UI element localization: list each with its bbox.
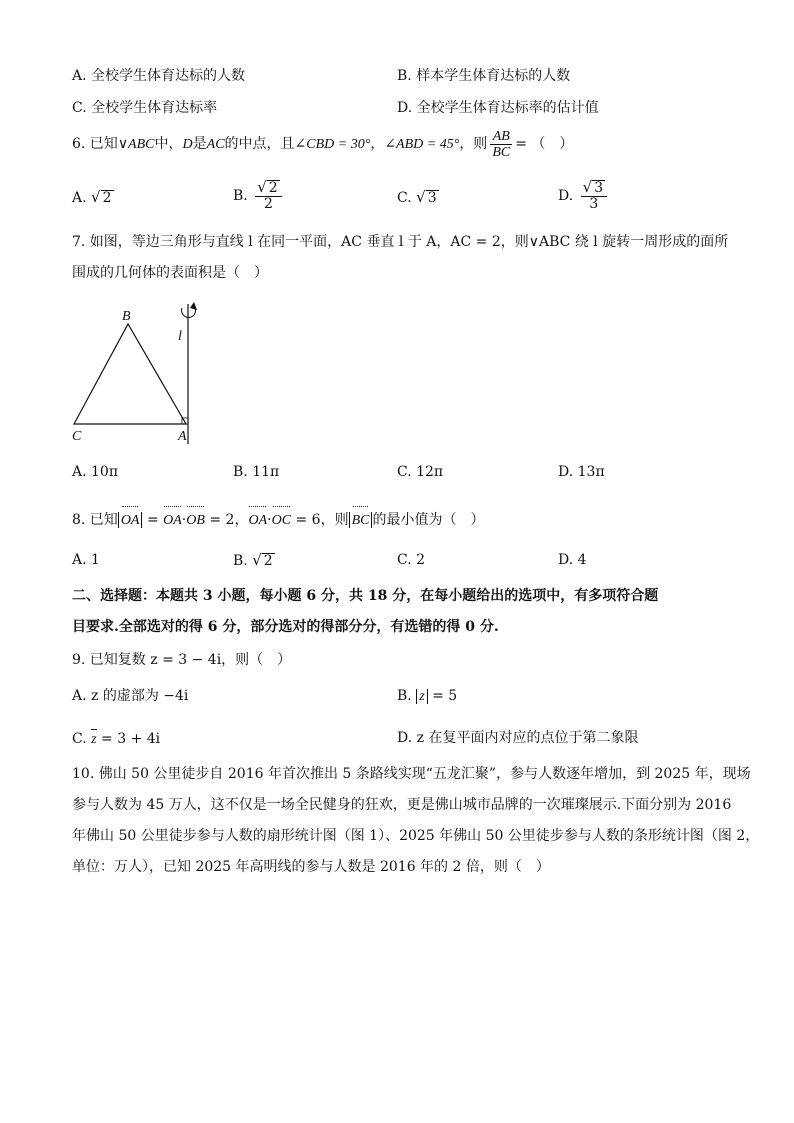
label-b: B [122,309,131,324]
q8-option-d: D. 4 [558,552,587,568]
q9-option-b: B. z = 5 [397,688,458,704]
question-7-line-2: 围成的几何体的表面积是（ ） [72,265,268,281]
question-9-stem: 9. 已知复数 z = 3 − 4i，则（ ） [72,652,292,668]
section-2-heading-line-1: 二、选择题：本题共 3 小题，每小题 6 分，共 18 分，在每小题给出的选项中，有多项符合题 [72,588,659,604]
q9-option-c: C. z = 3 + 4i [72,728,160,751]
label-c: C [72,429,82,444]
question-10-line-2: 参与人数为 45 万人，这不仅是一场全民健身的狂欢，更是佛山城市品牌的一次璀璨展示.下面分别为 2016 [72,797,732,813]
question-10-line-4: 单位：万人），已知 2025 年高明线的参与人数是 2016 年的 2 倍，则（ ） [72,859,550,875]
question-7-line-1: 7. 如图，等边三角形与直线 l 在同一平面，AC 垂直 l 于 A，AC = 2，则∨ABC 绕 l 旋转一周形成的面所 [72,234,729,250]
question-10-line-1: 10. 佛山 50 公里徒步自 2016 年首次推出 5 条路线实现“五龙汇聚”，参与人数逐年增加，到 2025 年，现场 [72,766,751,782]
q7-option-a: A. 10π [72,464,119,480]
q7-triangle-figure [60,298,220,450]
q8-option-a: A. 1 [72,552,100,568]
question-10-line-3: 年佛山 50 公里徒步参与人数的扇形统计图（图 1）、2025 年佛山 50 公里徒步参与人数的条形统计图（图 2， [72,828,760,844]
q5-option-c: C. 全校学生体育达标率 [72,100,218,116]
q5-option-d: D. 全校学生体育达标率的估计值 [397,100,599,116]
q8-option-b: B. √ 2 [233,551,273,569]
triangle-abc [74,324,186,424]
q9-option-d: D. z 在复平面内对应的点位于第二象限 [397,730,639,746]
q5-option-b: B. 样本学生体育达标的人数 [397,68,571,84]
q6-option-a: A. √ 2 [72,188,112,206]
q8-option-c: C. 2 [397,552,426,568]
q6-option-c: C. √ 3 [397,188,437,206]
q6-option-d: D. $\frac{√ 3}{3}$ [558,176,610,216]
q7-option-b: B. 11π [233,464,280,480]
q7-option-d: D. 13π [558,464,605,480]
question-8-stem: 8. 已知 OA = OA·OB = 2，OA·OC = 6，则 BC 的最小值为（ ） [72,506,484,533]
q5-option-a: A. 全校学生体育达标的人数 [72,68,246,84]
question-6-stem: 6. 已知∨ABC中，D是AC的中点，且∠CBD = 30°，∠ABD = 45°，则 $\frac{AB}{BC}$ = （ ） [72,128,574,160]
fraction-ab-bc: $\frac{AB}{BC}$ [492,128,511,160]
q6-option-b: B. $\frac{√ 2}{2}$ [233,176,285,216]
q7-option-c: C. 12π [397,464,444,480]
label-a: A [178,429,187,444]
label-l: l [178,329,182,344]
q9-option-a: A. z 的虚部为 −4i [72,688,189,704]
section-2-heading-line-2: 目要求.全部选对的得 6 分，部分选对的得部分分，有选错的得 0 分. [72,619,499,635]
